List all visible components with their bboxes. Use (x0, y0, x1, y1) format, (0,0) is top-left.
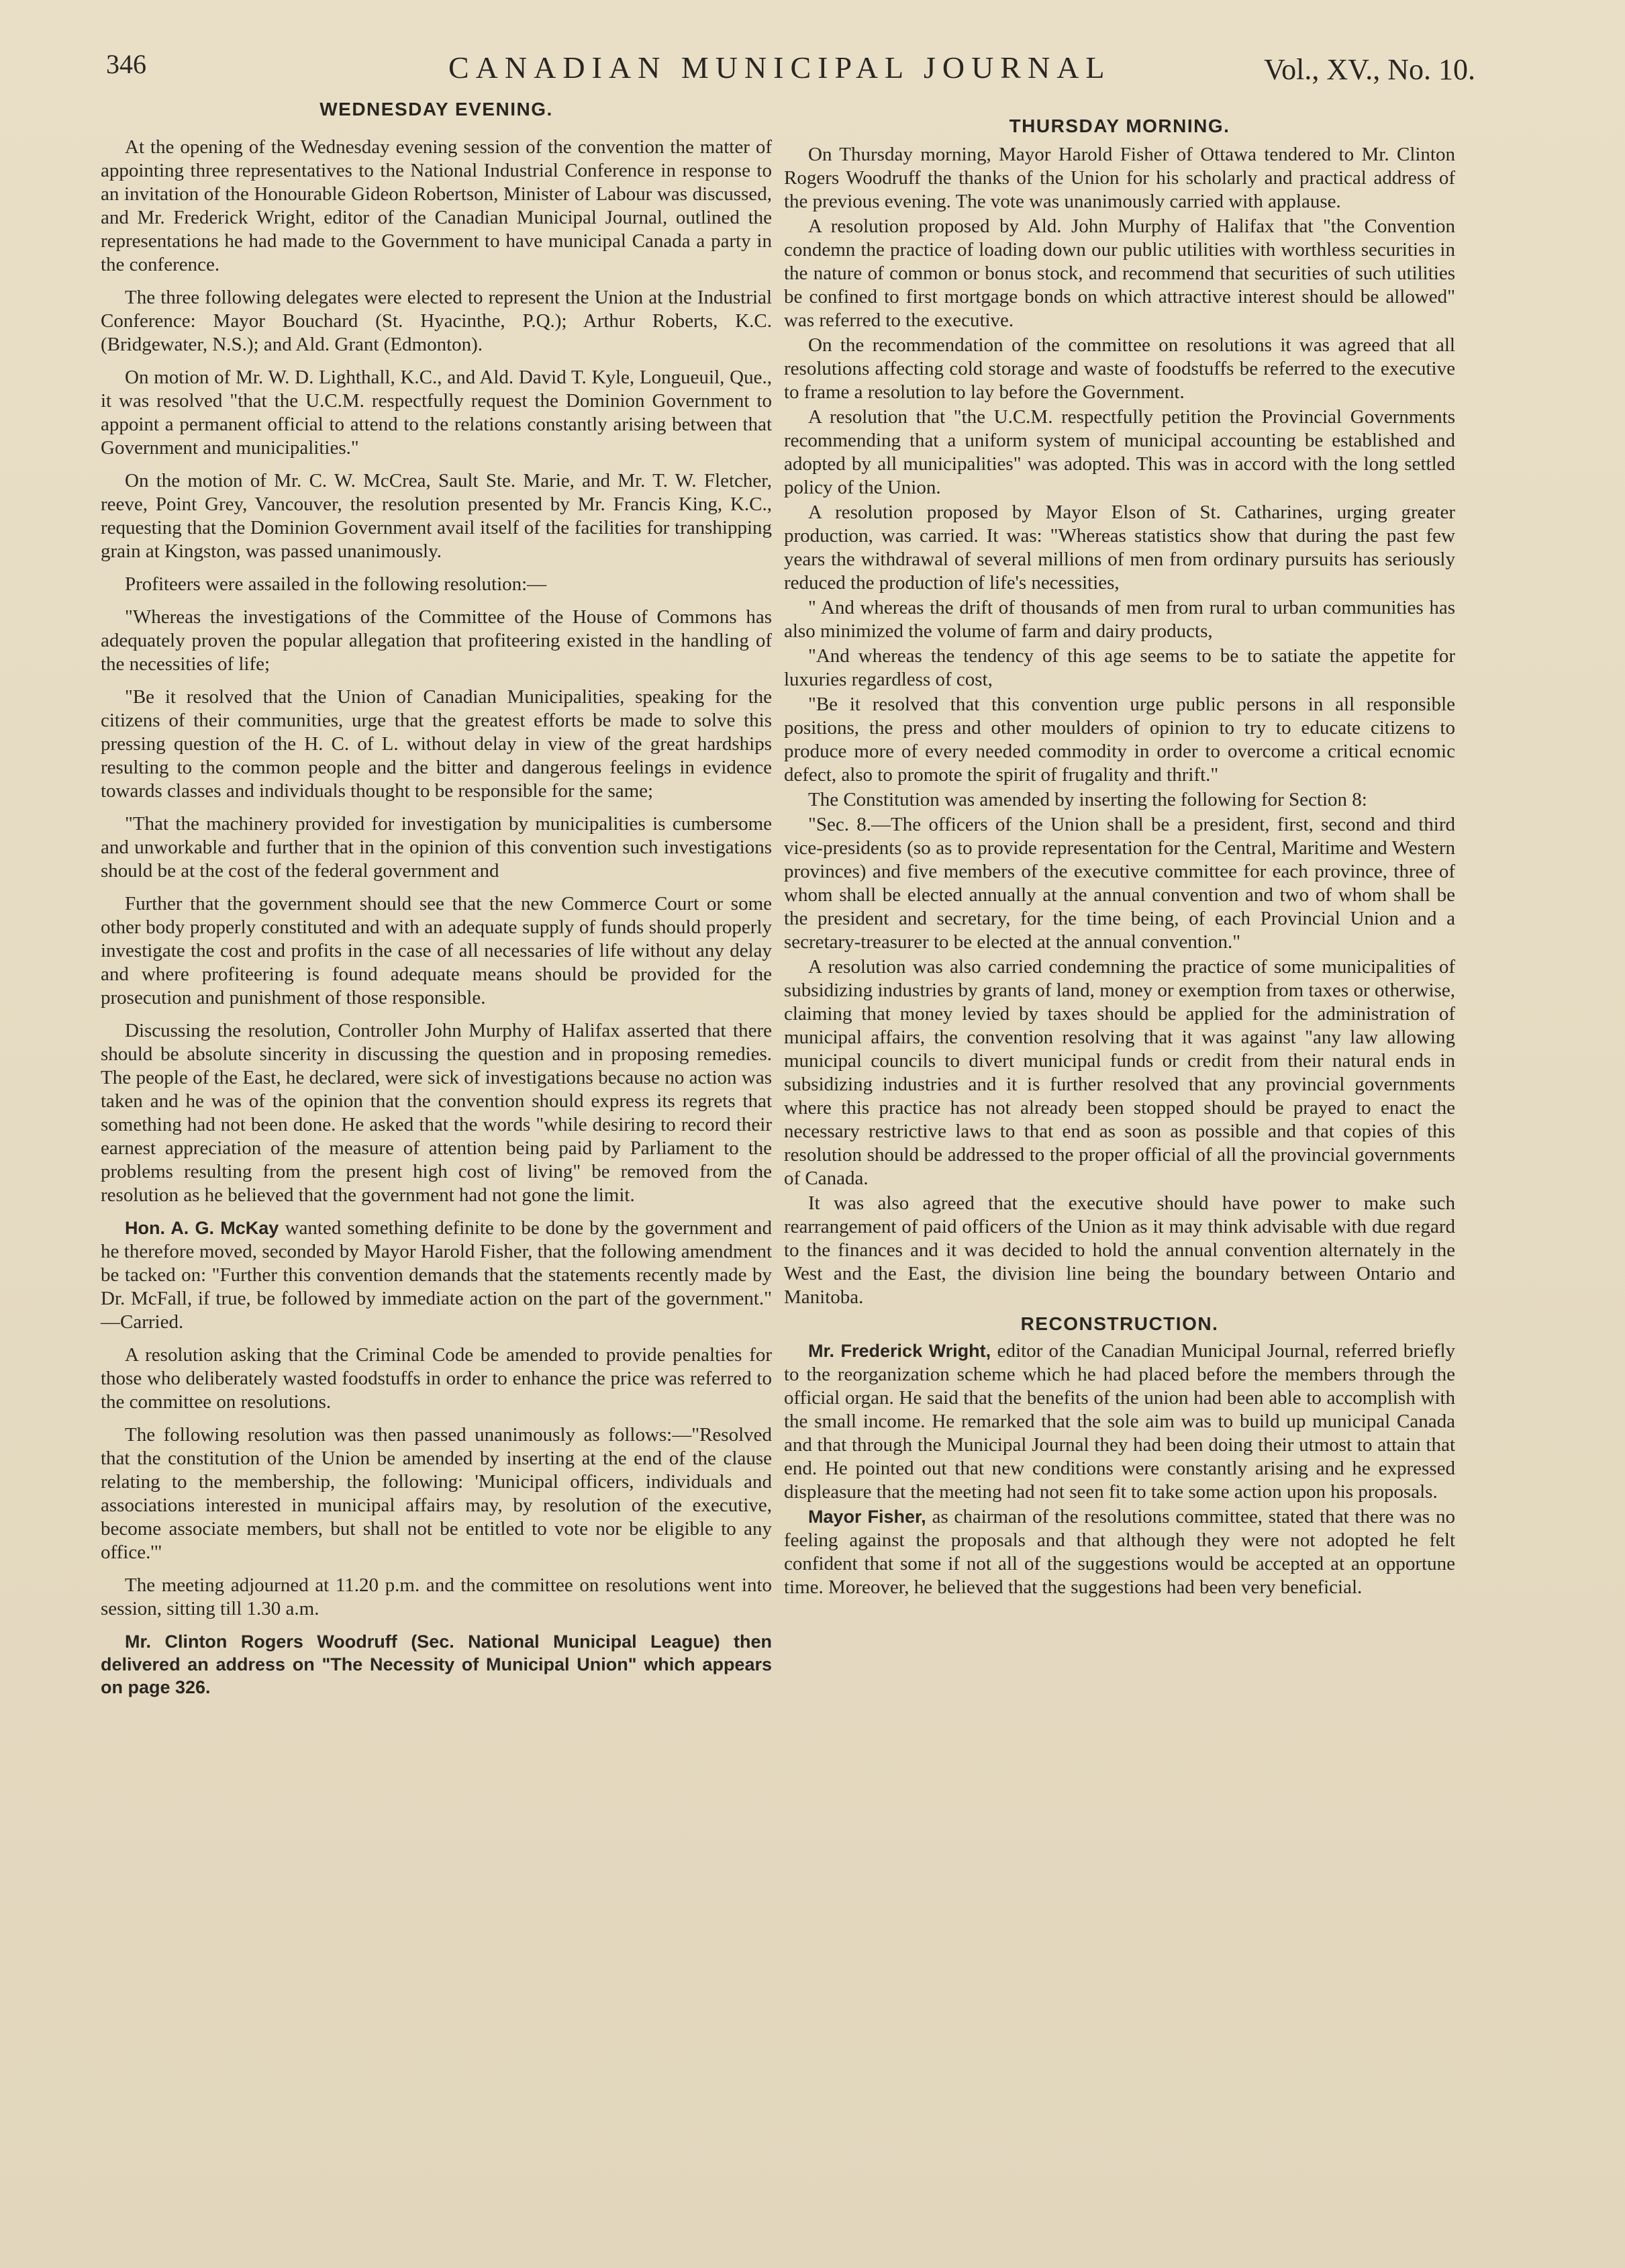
paragraph (101, 136, 772, 277)
paragraph-lead: Hon. A. G. McKay (125, 1218, 285, 1238)
paragraph (784, 596, 1455, 643)
paragraph-text: On Thursday morning, Mayor Harold Fisher of Ottawa tendered to Mr. Clinton Rogers Woodruff the thanks of the Union for his scholarly and practical address of the previous evening. The vote was unanimously carried with applause. (784, 144, 1455, 212)
paragraph-text: The Constitution was amended by inserting the following for Section 8: (808, 789, 1367, 810)
right-paragraphs (784, 143, 1455, 1309)
paragraph-text: Profiteers were assailed in the following resolution:— (125, 573, 547, 595)
paragraph-text: The following resolution was then passed unanimously as follows:—"Resolved that the constitution of the Union be amended by inserting at the end of the clause relating to the membership, the following: 'Municipal officers, individuals and associations interested in municipal affairs may, by resolution of the executive, become associate members, but shall not be entitled to vote nor be eligible to any office.'" (101, 1424, 772, 1563)
paragraph (784, 1192, 1455, 1309)
left-paragraphs (101, 136, 772, 1621)
section-heading-thursday: THURSDAY MORNING. (1009, 115, 1230, 136)
paragraph-text: "Whereas the investigations of the Committee of the House of Commons has adequately proven the popular allegation that profiteering existed in the handling of the necessities of life; (101, 606, 772, 675)
paragraph (101, 1423, 772, 1564)
paragraph-text: On motion of Mr. W. D. Lighthall, K.C., and Ald. David T. Kyle, Longueuil, Que., it was resolved "that the U.C.M. respectfully request the Dominion Government to appoint a permanent official to attend to the relations constantly arising between that Government and municipalities." (101, 367, 772, 459)
closing-note: Mr. Clinton Rogers Woodruff (Sec. National Municipal League) then delivered an address on "The Necessity of Municipal Union" which appears on page 326. (101, 1632, 772, 1697)
paragraph-text: A resolution asking that the Criminal Code be amended to provide penalties for those who deliberately wasted foodstuffs in order to enhance the price was referred to the committee on resolutions. (101, 1344, 772, 1413)
paragraph (101, 366, 772, 460)
paragraph-text: A resolution that "the U.C.M. respectfully petition the Provincial Governments recommending that a uniform system of municipal accounting be established and adopted by all municipalities" was adopted. This was in accord with the long settled policy of the Union. (784, 406, 1455, 498)
page-number: 346 (106, 49, 146, 79)
paragraph-lead: Mayor Fisher, (808, 1507, 932, 1527)
page-header (86, 48, 1475, 102)
paragraph-text: " And whereas the drift of thousands of men from rural to urban communities has also minimized the volume of farm and dairy products, (784, 597, 1455, 642)
paragraph (101, 1217, 772, 1334)
paragraph (101, 686, 772, 803)
paragraph (101, 812, 772, 883)
paragraph (784, 788, 1455, 812)
paragraph-text: At the opening of the Wednesday evening session of the convention the matter of appointing three representatives to the National Industrial Conference in response to an invitation of the Honourable Gideon Robertson, Minister of Labour was discussed, and Mr. Frederick Wright, editor of the Canadian Municipal Journal, outlined the representations he had made to the Government to have municipal Canada a party in the conference. (101, 136, 772, 275)
section-heading-wednesday: WEDNESDAY EVENING. (319, 99, 553, 120)
paragraph-text: as chairman of the resolutions committee, stated that there was no feeling against the proposals and that although they were not adopted he felt confident that some if not all of the suggestions would be accepted at an opportune time. Moreover, he believed that the suggestions had been very beneficial. (784, 1506, 1455, 1598)
section-heading-reconstruction: RECONSTRUCTION. (1020, 1313, 1219, 1334)
paragraph-lead: Mr. Frederick Wright, (808, 1341, 997, 1361)
paragraph (784, 693, 1455, 787)
paragraph (784, 955, 1455, 1190)
paragraph-text: Discussing the resolution, Controller John Murphy of Halifax asserted that there should be absolute sincerity in discussing the question and in proposing remedies. The people of the East, he declared, were sick of investigations because no action was taken and he was of the opinion that the convention should express its regrets that something had not been done. He asked that the words "while desiring to record their earnest appreciation of the measure of attention being paid by Parliament to the problems resulting from the present high cost of living" be removed from the resolution as he believed that the government had not gone the limit. (101, 1020, 772, 1206)
paragraph (784, 1339, 1455, 1504)
paragraph (784, 406, 1455, 500)
paragraph-text: On the recommendation of the committee on resolutions it was agreed that all resolutions affecting cold storage and waste of foodstuffs be referred to the executive to frame a resolution to lay before the Government. (784, 334, 1455, 403)
paragraph (101, 1574, 772, 1621)
paragraph (101, 1019, 772, 1207)
paragraph (784, 813, 1455, 954)
paragraph-text: editor of the Canadian Municipal Journal, referred briefly to the reorganization scheme which he had placed before the members through the official organ. He said that the benefits of the union had been able to accomplish with the small income. He remarked that the sole aim was to build up municipal Canada and that through the Municipal Journal they had been doing their utmost to attain that end. He pointed out that new conditions were constantly arising and he expressed displeasure that the meeting had not seen fit to take some action upon his proposals. (784, 1340, 1455, 1503)
paragraph (784, 1505, 1455, 1599)
paragraph (101, 606, 772, 676)
paragraph (784, 645, 1455, 692)
paragraph-text: "Sec. 8.—The officers of the Union shall be a president, first, second and third vice-presidents (so as to provide representation for the Central, Maritime and Western provinces) and five members of the executive committee for each province, three of whom shall be elected annually at the annual convention and two of whom shall be the president and secretary, for the time being, of each Provincial Union and a secretary-treasurer to be elected at the annual convention." (784, 814, 1455, 953)
paragraph-text: A resolution proposed by Mayor Elson of St. Catharines, urging greater production, was carried. It was: "Whereas statistics show that during the past few years the withdrawal of several millions of men from ordinary pursuits has seriously reduced the production of life's necessities, (784, 502, 1455, 594)
paragraph-text: A resolution was also carried condemning the practice of some municipalities of subsidizing industries by grants of land, money or exemption from taxes or otherwise, claiming that money levied by taxes should be applied for the administration of municipal affairs, the convention resolving that it was against "any law allowing municipal councils to divert municipal funds or credit from their natural ends in subsidizing industries and it is further resolved that any provincial governments where this practice has not already been stopped should be prayed to enact the necessary restrictive laws to that end as soon as possible and that copies of this resolution should be addressed to the proper official of all the provincial governments of Canada. (784, 956, 1455, 1189)
paragraph (101, 573, 772, 596)
paragraph-text: "And whereas the tendency of this age seems to be to satiate the appetite for luxuries regardless of cost, (784, 645, 1455, 690)
paragraph (101, 1343, 772, 1414)
paragraph (784, 501, 1455, 595)
left-column (101, 97, 772, 1699)
reconstruction-paragraphs (784, 1339, 1455, 1599)
paragraph-text: The three following delegates were elected to represent the Union at the Industrial Conference: Mayor Bouchard (St. Hyacinthe, P.Q.); Arthur Roberts, K.C. (Bridgewater, N.S.); and Ald. Grant (Edmonton). (101, 287, 772, 355)
paragraph (101, 469, 772, 563)
paragraph (784, 143, 1455, 214)
paragraph-text: Further that the government should see that the new Commerce Court or some other body properly constituted and with an adequate supply of funds should properly investigate the cost and profits in the case of all necessaries of life without any delay and where profiteering is found adequate means should be provided for the prosecution and punishment of those responsible. (101, 893, 772, 1008)
paragraph (784, 215, 1455, 332)
volume-label: Vol., XV., No. 10. (1264, 53, 1475, 86)
paragraph-text: It was also agreed that the executive should have power to make such rearrangement of paid officers of the Union as it may think advisable with due regard to the finances and it was decided to hold the annual convention alternately in the West and the East, the division line being the boundary between Ontario and Manitoba. (784, 1192, 1455, 1308)
paragraph-text: On the motion of Mr. C. W. McCrea, Sault Ste. Marie, and Mr. T. W. Fletcher, reeve, Point Grey, Vancouver, the resolution presented by Mr. Francis King, K.C., requesting that the Dominion Government avail itself of the facilities for transhipping grain at Kingston, was passed unanimously. (101, 470, 772, 562)
paragraph-text: The meeting adjourned at 11.20 p.m. and the committee on resolutions went into session, sitting till 1.30 a.m. (101, 1574, 772, 1619)
paragraph (784, 334, 1455, 404)
journal-title: CANADIAN MUNICIPAL JOURNAL (448, 50, 1112, 85)
right-column (784, 114, 1455, 1601)
paragraph-text: wanted something definite to be done by the government and he therefore moved, seconded by Mayor Harold Fisher, that the following amendment be tacked on: "Further this convention demands that the statements recently made by Dr. McFall, if true, be followed by immediate action on the part of the government." —Carried. (101, 1217, 772, 1333)
paragraph (101, 892, 772, 1010)
paragraph (101, 286, 772, 357)
paragraph-text: A resolution proposed by Ald. John Murphy of Halifax that "the Convention condemn the practice of loading down our public utilities with worthless securities in the nature of common or bonus stock, and recommend that securities of such utilities be confined to first mortgage bonds on which attractive interest should be allowed" was referred to the executive. (784, 216, 1455, 331)
paragraph-text: "That the machinery provided for investigation by municipalities is cumbersome and unworkable and further that in the opinion of this convention such investigations should be at the cost of the federal government and (101, 813, 772, 882)
paragraph-text: "Be it resolved that the Union of Canadian Municipalities, speaking for the citizens of their communities, urge that the greatest efforts be made to solve this pressing question of the H. C. of L. without delay in view of the great hardships resulting to the common people and the bitter and dangerous feelings in evidence towards classes and individuals thought to be responsible for the same; (101, 686, 772, 802)
paragraph-text: "Be it resolved that this convention urge public persons in all responsible positions, the press and other moulders of opinion to try to educate citizens to produce more of every needed commodity in order to overcome a critical ecnomic defect, also to promote the spirit of frugality and thrift." (784, 694, 1455, 786)
